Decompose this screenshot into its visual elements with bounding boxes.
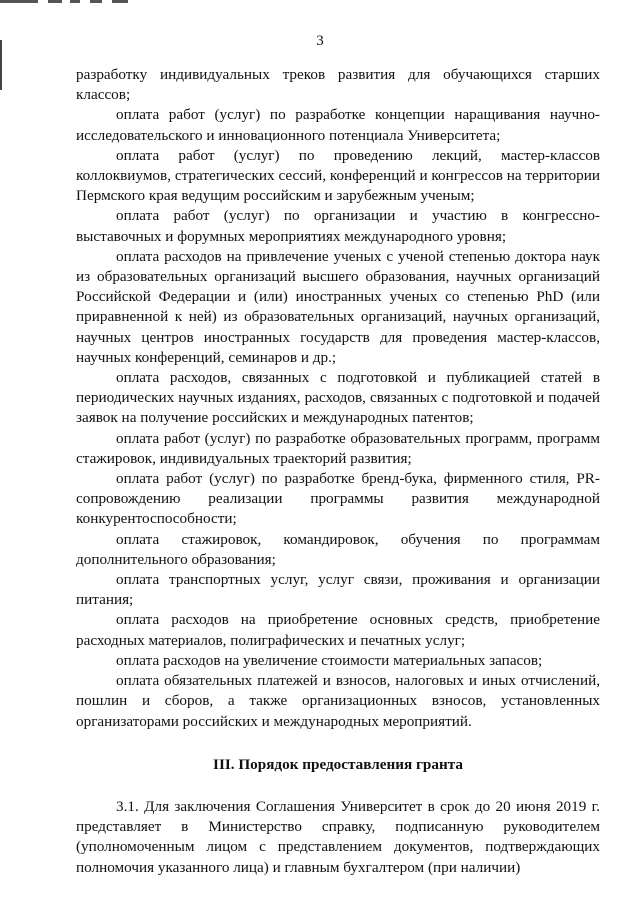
paragraph: оплата расходов на увеличение стоимости материальных запасов; [116, 651, 543, 669]
document-body [76, 65, 600, 878]
paragraph: разработку индивидуальных треков развития для обучающихся старших классов; [76, 66, 600, 104]
paragraph: оплата работ (услуг) по организации и участию в конгрессно-выставочных и форумных мероприятиях международного уровня; [76, 207, 600, 245]
paragraph: 3.1. Для заключения Соглашения Университет в срок до 20 июня 2019 г. представляет в Министерство справку, подписанную руководителем (уполномоченным лицом с представлением документов, подтверждающих полномочия указанного лица) и главным бухгалтером (при наличии) [76, 797, 600, 876]
paragraph: оплата расходов на привлечение ученых с ученой степенью доктора наук из образовательных организаций высшего образования, научных организаций Российской Федерации и (или) иностранных ученых со степенью PhD (или приравненной к ней) из образовательных организаций, научных организаций, научных центров иностранных государств для проведения мастер-классов, научных конференций, семинаров и др.; [76, 247, 600, 366]
paragraph: оплата транспортных услуг, услуг связи, проживания и организации питания; [76, 571, 600, 609]
paragraph: оплата обязательных платежей и взносов, налоговых и иных отчислений, пошлин и сборов, а также организационных взносов, установленных организаторами российских и международных мероприятий. [76, 672, 600, 730]
paragraph: оплата расходов на приобретение основных средств, приобретение расходных материалов, полиграфических и печатных услуг; [76, 611, 600, 649]
page-number: 3 [316, 33, 324, 49]
scan-artifact-top [0, 0, 140, 4]
paragraph: оплата работ (услуг) по разработке бренд-бука, фирменного стиля, PR-сопровождению реализации программы развития международной конкурентоспособности; [76, 470, 600, 528]
paragraph: оплата стажировок, командировок, обучения по программам дополнительного образования; [76, 530, 600, 568]
paragraph: оплата работ (услуг) по разработке образовательных программ, программ стажировок, индивидуальных траекторий развития; [76, 429, 600, 467]
paragraph: оплата расходов, связанных с подготовкой и публикацией статей в периодических научных изданиях, расходов, связанных с подготовкой и подачей заявок на получение российских и международных патентов; [76, 369, 600, 427]
paragraph: оплата работ (услуг) по разработке концепции наращивания научно-исследовательского и инновационного потенциала Университета; [76, 106, 600, 144]
paragraph: оплата работ (услуг) по проведению лекций, мастер-классов коллоквиумов, стратегических сессий, конференций и конгрессов на территории Пермского края ведущим российским и зарубежным ученым; [76, 146, 600, 205]
section-heading: III. Порядок предоставления гранта [213, 755, 463, 773]
